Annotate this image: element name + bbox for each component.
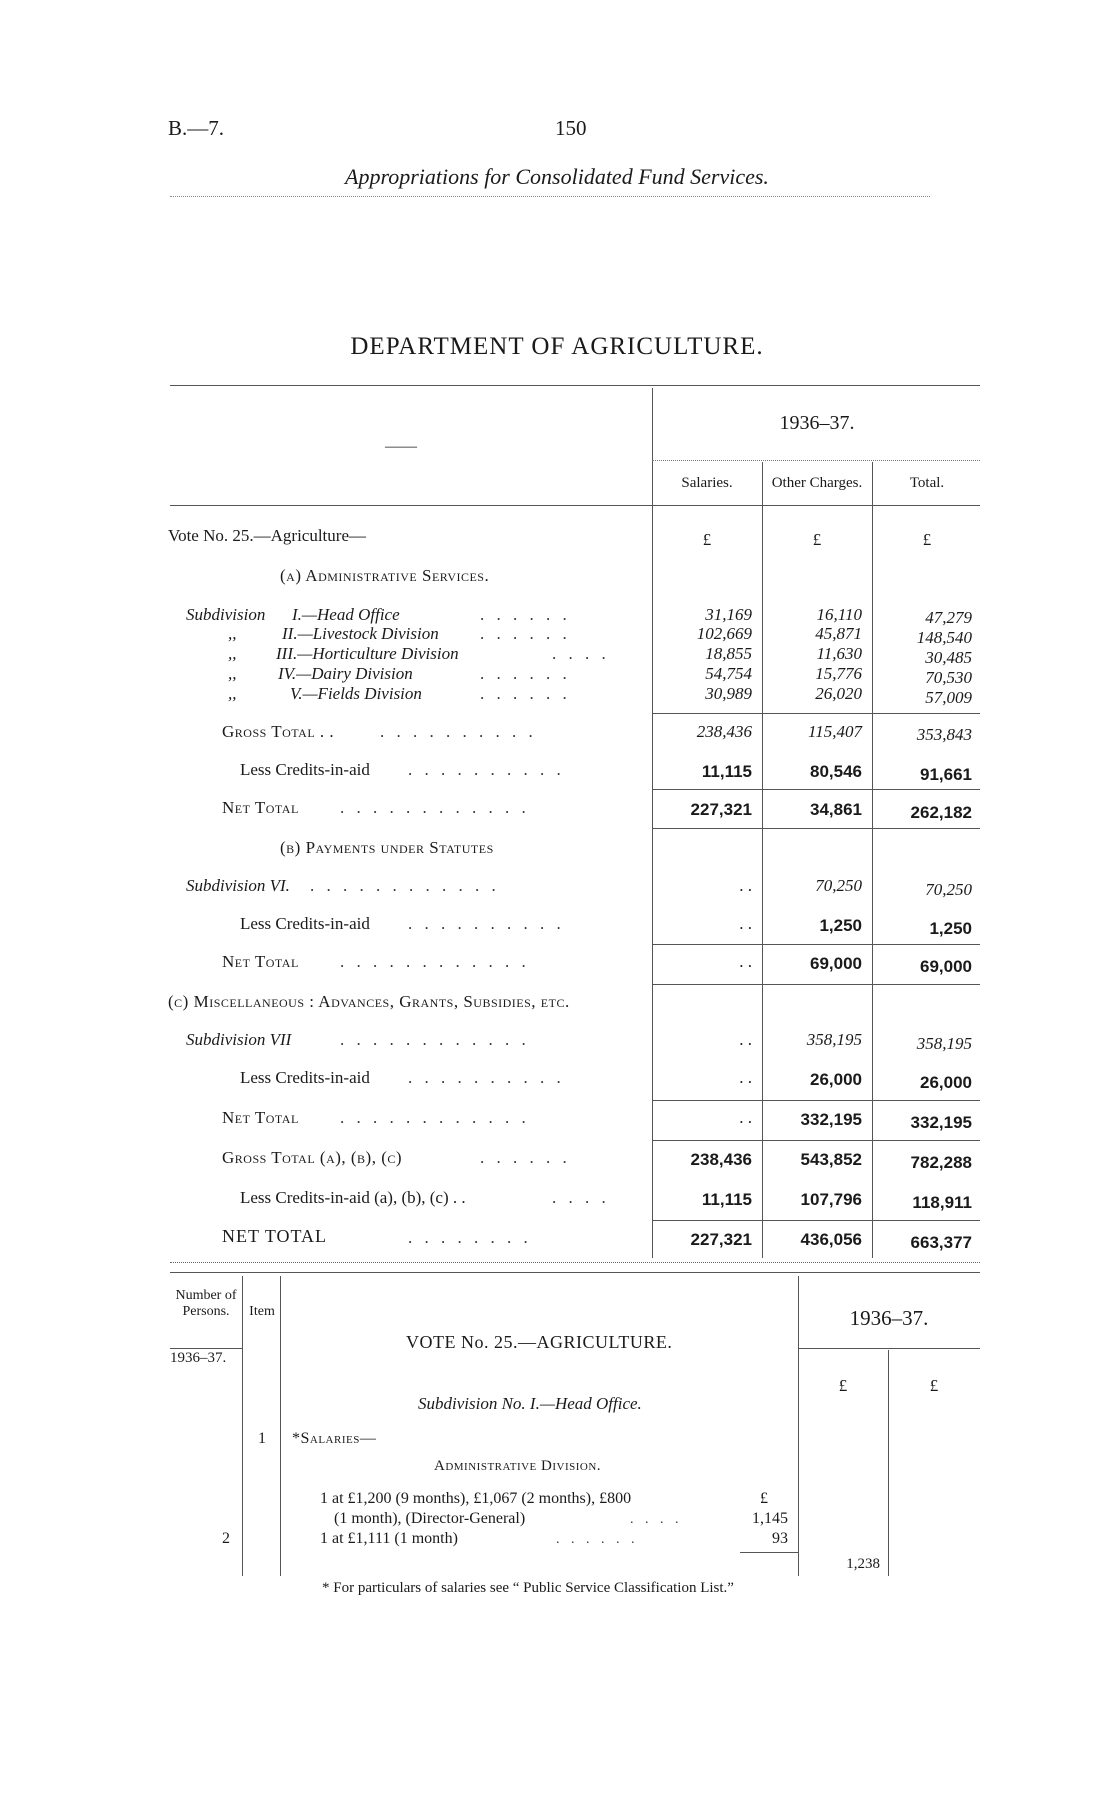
dot-leader: . . . . . . . . . . . . bbox=[310, 876, 500, 895]
c-net-total-text: Net Total bbox=[222, 1108, 299, 1127]
summary-divider-right bbox=[872, 462, 873, 1258]
subdivision-row-2-total: 148,540 bbox=[916, 628, 972, 647]
a-gross-total-text: Gross Total . . bbox=[222, 722, 335, 741]
b-net-total: 69,000 bbox=[920, 957, 972, 976]
detail-divider-persons bbox=[242, 1276, 243, 1576]
subdivision-row-3-total: 30,485 bbox=[925, 648, 972, 667]
section-a-heading bbox=[280, 566, 489, 586]
rule bbox=[652, 1220, 980, 1221]
detail-top-rule bbox=[170, 1272, 980, 1273]
b-net-other: 69,000 bbox=[810, 954, 862, 973]
persons-year: 1936–37. bbox=[170, 1350, 227, 1366]
division-heading bbox=[434, 1458, 601, 1475]
a-less-salaries: 11,115 bbox=[701, 762, 752, 781]
dot-leader: . . . . . . . . . . bbox=[380, 722, 537, 741]
summary-top-rule bbox=[170, 385, 980, 386]
detail-currency-1: £ bbox=[838, 1376, 848, 1395]
abc-net-other: 436,056 bbox=[800, 1230, 862, 1249]
dot-leader: . . . . . . bbox=[480, 1148, 571, 1167]
rule bbox=[170, 1348, 242, 1349]
c-subdivision-label: Subdivision VII bbox=[186, 1030, 292, 1049]
subdivision-row-4-salaries: 54,754 bbox=[705, 664, 752, 683]
subdivision-row-2-salaries: 102,669 bbox=[696, 624, 752, 643]
b-less-total: 1,250 bbox=[929, 919, 972, 938]
dot-leader: . . . . . . bbox=[480, 664, 571, 683]
dot-leader: . . . . bbox=[552, 644, 610, 663]
b-less-other: 1,250 bbox=[819, 916, 862, 935]
subdivision-row-4-total: 70,530 bbox=[925, 668, 972, 687]
detail-currency-2: £ bbox=[929, 1376, 939, 1395]
salary-line-1: 1 at £1,200 (9 months), £1,067 (2 months), £800 bbox=[320, 1490, 632, 1507]
abc-net-salaries: 227,321 bbox=[690, 1230, 752, 1249]
division-heading-text: Administrative Division. bbox=[434, 1458, 602, 1474]
col-other-charges: Other Charges. bbox=[771, 475, 863, 491]
a-net-total: 262,182 bbox=[910, 803, 972, 822]
dot-leader: . . . . . . . . . . . . bbox=[340, 1030, 530, 1049]
rule bbox=[652, 1100, 980, 1101]
salaries-heading-text: *Salaries— bbox=[292, 1430, 377, 1447]
subdivision-row-2-label: II.—Livestock Division bbox=[282, 624, 439, 643]
currency-total: £ bbox=[922, 530, 932, 549]
section-b-text: (b) Payments under Statutes bbox=[280, 838, 494, 857]
a-net-salaries: 227,321 bbox=[690, 800, 752, 819]
b-net-salaries: . . bbox=[739, 952, 752, 971]
rule bbox=[652, 944, 980, 945]
rule bbox=[652, 828, 980, 829]
dot-leader: . . . . . . bbox=[480, 684, 571, 703]
subdivision-row-4-prefix: ,, bbox=[228, 664, 237, 683]
b-sub-other: 70,250 bbox=[815, 876, 862, 895]
summary-bottom-rule bbox=[170, 1262, 980, 1263]
col-number-of-persons: Number of Persons. bbox=[175, 1288, 237, 1319]
header-rule bbox=[170, 196, 930, 197]
a-less-total: 91,661 bbox=[920, 765, 972, 784]
dot-leader: . . . . . . . . . . bbox=[408, 1068, 565, 1087]
rule bbox=[652, 789, 980, 790]
subdivision-row-1-total: 47,279 bbox=[925, 608, 972, 627]
subdivision-row-3-other: 11,630 bbox=[816, 644, 862, 663]
dot-leader: . . . . . . . . . . . . bbox=[340, 952, 530, 971]
abc-less-other: 107,796 bbox=[800, 1190, 862, 1209]
a-gross-other: 115,407 bbox=[808, 722, 862, 741]
a-net-total-text: Net Total bbox=[222, 798, 299, 817]
rule bbox=[740, 1552, 798, 1553]
subdivision-row-1-salaries: 31,169 bbox=[705, 605, 752, 624]
section-c-heading bbox=[168, 992, 570, 1012]
dot-leader: . . . . . . . . . . bbox=[408, 914, 565, 933]
page-number: 150 bbox=[555, 116, 587, 140]
dot-leader: . . . . bbox=[630, 1512, 683, 1527]
a-gross-salaries: 238,436 bbox=[696, 722, 752, 741]
c-less-credits-label: Less Credits-in-aid bbox=[240, 1068, 370, 1087]
b-less-salaries: . . bbox=[739, 914, 752, 933]
persons-count: 2 bbox=[222, 1530, 230, 1547]
abc-gross-salaries: 238,436 bbox=[690, 1150, 752, 1169]
section-c-text: (c) Miscellaneous : Advances, Grants, Subsidies, etc. bbox=[168, 992, 570, 1011]
rule bbox=[652, 984, 980, 985]
stub-heading-dash: —— bbox=[385, 438, 417, 455]
summary-divider-mid bbox=[762, 462, 763, 1258]
salary-line-2-amount: 1,145 bbox=[752, 1510, 788, 1527]
subdivision-row-3-salaries: 18,855 bbox=[705, 644, 752, 663]
dot-leader: . . . . . . . . . . bbox=[408, 760, 565, 779]
dot-leader: . . . . . . bbox=[480, 624, 571, 643]
rule bbox=[652, 713, 980, 714]
detail-year: 1936–37. bbox=[849, 1306, 929, 1330]
subdivision-row-5-label: V.—Fields Division bbox=[290, 684, 422, 703]
footnote: * For particulars of salaries see “ Public Service Classification List.” bbox=[322, 1580, 734, 1596]
subdivision-title: Subdivision No. I.—Head Office. bbox=[418, 1394, 642, 1413]
c-sub-total: 358,195 bbox=[916, 1034, 972, 1053]
a-gross-total: 353,843 bbox=[916, 725, 972, 744]
summary-year: 1936–37. bbox=[779, 412, 855, 434]
salary-line-3-amount: 93 bbox=[772, 1530, 788, 1547]
subdivision-row-2-other: 45,871 bbox=[815, 624, 862, 643]
c-net-other: 332,195 bbox=[800, 1110, 862, 1129]
section-b-heading bbox=[280, 838, 494, 858]
grand-net-total-label: NET TOTAL bbox=[222, 1226, 328, 1246]
page-reference: B.—7. bbox=[168, 116, 225, 140]
dot-leader: . . . . . . . . bbox=[408, 1228, 532, 1247]
subdivision-row-1-prefix: Subdivision bbox=[186, 605, 266, 624]
dot-leader: . . . . bbox=[552, 1188, 610, 1207]
subtotal-amount: 1,238 bbox=[846, 1556, 880, 1572]
abc-net-total: 663,377 bbox=[910, 1233, 972, 1252]
b-less-credits-label: Less Credits-in-aid bbox=[240, 914, 370, 933]
running-title: Appropriations for Consolidated Fund Services. bbox=[345, 164, 769, 189]
b-net-total-text: Net Total bbox=[222, 952, 299, 971]
rule bbox=[652, 1140, 980, 1141]
dot-leader: . . . . . . . . . . . . bbox=[340, 1108, 530, 1127]
abc-less-salaries: 11,115 bbox=[701, 1190, 752, 1209]
abc-gross-total-text: Gross Total (a), (b), (c) bbox=[222, 1148, 403, 1167]
department-title: DEPARTMENT OF AGRICULTURE. bbox=[350, 333, 764, 360]
b-net-total-label bbox=[222, 952, 299, 972]
subdivision-row-5-total: 57,009 bbox=[925, 688, 972, 707]
col-total: Total. bbox=[909, 475, 945, 491]
abc-less-credits-label: Less Credits-in-aid (a), (b), (c) . . bbox=[240, 1188, 466, 1207]
vote-title: VOTE No. 25.—AGRICULTURE. bbox=[406, 1332, 673, 1352]
salary-line-3: 1 at £1,111 (1 month) bbox=[320, 1530, 458, 1547]
b-subdivision-label: Subdivision VI. bbox=[186, 876, 290, 895]
dot-leader: . . . . . . bbox=[480, 605, 571, 624]
vote-label: Vote No. 25.—Agriculture— bbox=[168, 526, 366, 545]
c-net-total-label bbox=[222, 1108, 299, 1128]
c-less-salaries: . . bbox=[739, 1068, 752, 1087]
dot-leader: . . . . . . bbox=[556, 1532, 639, 1547]
item-number: 1 bbox=[258, 1430, 266, 1447]
a-less-credits-label: Less Credits-in-aid bbox=[240, 760, 370, 779]
a-gross-total-label bbox=[222, 722, 334, 742]
salary-line-2: (1 month), (Director-General) bbox=[334, 1510, 526, 1527]
c-sub-other: 358,195 bbox=[806, 1030, 862, 1049]
a-net-total-label bbox=[222, 798, 299, 818]
subdivision-row-3-label: III.—Horticulture Division bbox=[276, 644, 459, 663]
rule bbox=[798, 1348, 980, 1349]
subdivision-row-2-prefix: ,, bbox=[228, 624, 237, 643]
col-item: Item bbox=[249, 1304, 275, 1319]
subdivision-row-5-prefix: ,, bbox=[228, 684, 237, 703]
c-net-total: 332,195 bbox=[910, 1113, 972, 1132]
salaries-heading bbox=[292, 1430, 376, 1448]
a-net-other: 34,861 bbox=[810, 800, 862, 819]
year-rule bbox=[652, 460, 980, 461]
header-bottom-rule bbox=[170, 505, 980, 506]
c-less-total: 26,000 bbox=[920, 1073, 972, 1092]
b-sub-salaries: . . bbox=[739, 876, 752, 895]
section-a-text: (a) Administrative Services. bbox=[280, 566, 490, 585]
a-less-other: 80,546 bbox=[810, 762, 862, 781]
c-net-salaries: . . bbox=[739, 1108, 752, 1127]
currency-other: £ bbox=[812, 530, 822, 549]
subdivision-row-1-label: I.—Head Office bbox=[292, 605, 400, 624]
dot-leader: . . . . . . . . . . . . bbox=[340, 798, 530, 817]
subdivision-row-4-label: IV.—Dairy Division bbox=[278, 664, 413, 683]
subdivision-row-5-salaries: 30,989 bbox=[705, 684, 752, 703]
b-sub-total: 70,250 bbox=[925, 880, 972, 899]
abc-gross-total: 782,288 bbox=[910, 1153, 972, 1172]
abc-less-total: 118,911 bbox=[912, 1193, 972, 1212]
c-sub-salaries: . . bbox=[739, 1030, 752, 1049]
subdivision-row-3-prefix: ,, bbox=[228, 644, 237, 663]
subdivision-row-4-other: 15,776 bbox=[815, 664, 862, 683]
abc-gross-total-label bbox=[222, 1148, 402, 1168]
detail-divider-item bbox=[280, 1276, 281, 1576]
abc-gross-other: 543,852 bbox=[800, 1150, 862, 1169]
c-less-other: 26,000 bbox=[810, 1070, 862, 1089]
col-salaries: Salaries. bbox=[681, 475, 733, 491]
subdivision-row-5-other: 26,020 bbox=[815, 684, 862, 703]
salary-line-1-currency: £ bbox=[760, 1490, 768, 1507]
subdivision-row-1-other: 16,110 bbox=[816, 605, 862, 624]
currency-salaries: £ bbox=[702, 530, 712, 549]
